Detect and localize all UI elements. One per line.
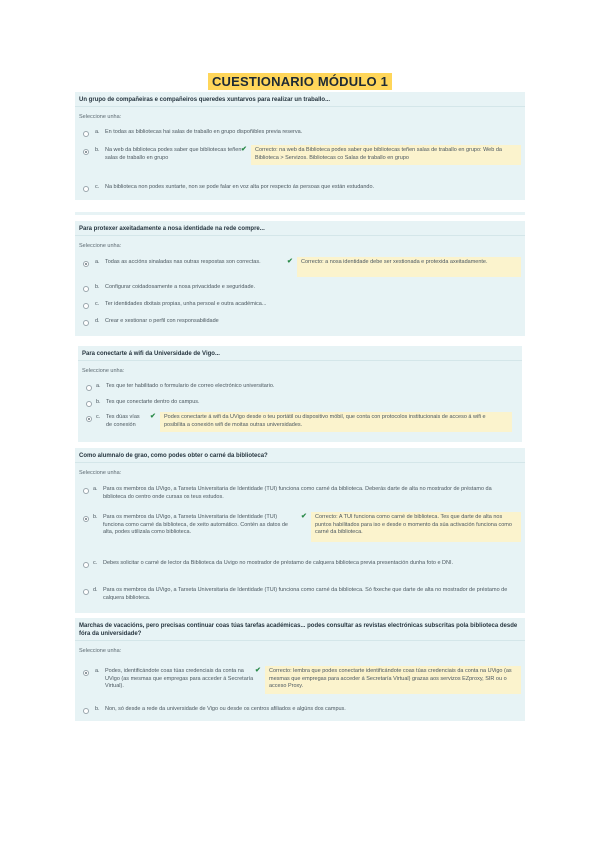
- option-d[interactable]: d. Crear e xestionar o perfil con responsabilidade: [75, 318, 525, 328]
- option-text: Na web da biblioteca podes saber que bibliotecas teñen salas de traballo en grupo: [105, 147, 242, 161]
- select-one-label: Seleccione unha:: [82, 368, 125, 374]
- question-text: Para conectarte á wifi da Universidade de Vigo...: [78, 346, 522, 361]
- question-text: Para protexer axeitadamente a nosa identidade na rede compre...: [75, 221, 525, 236]
- option-text: Ter identidades dixitais propias, unha persoal e outra académica...: [105, 301, 267, 307]
- option-b[interactable]: b. Para os membros da UVigo, a Tarxeta Universitaria de Identidade (TUI) funciona como carné da biblioteca, de xeito automático. Contén as datos de alta, podes utilizala como biblioteca. ✔ Correcto: A TUI funciona como carné de biblioteca. Tes que darte de alta nos puntos habilitados para iso e desde o momento da súa activación funciona como carné da biblioteca.: [75, 514, 525, 552]
- radio-button[interactable]: [86, 401, 92, 407]
- select-one-label: Seleccione unha:: [79, 470, 122, 476]
- feedback-box: Correcto: lembra que podes conectarte identificándote coas túas credenciais da conta na UVigo (as mesmas que empregas para acceder á Secretaría Virtual) grazas aos servizos EZproxy, SIR ou o acceso Proxy.: [265, 666, 521, 694]
- radio-button-selected[interactable]: [83, 670, 89, 676]
- option-a[interactable]: a. Podes, identificándote coas túas credenciais da conta na UVigo (as mesmas que empregas para acceder á Secretaría Virtual). ✔ Correcto: lembra que podes conectarte identificándote coas túas credenciais da conta na UVigo (as mesmas que empregas para acceder á Secretaría Virtual) grazas aos servizos EZproxy, SIR ou o acceso Proxy.: [75, 668, 525, 694]
- select-one-label: Seleccione unha:: [79, 114, 122, 120]
- radio-button[interactable]: [83, 186, 89, 192]
- check-icon: ✔: [150, 413, 156, 420]
- option-text: Para os membros da UVigo, a Tarxeta Universitaria de Identidade (TUI) funciona como carné da biblioteca. Deberás darte de alta no mostrador de préstamo da biblioteca do centro onde cursas os teus estudos.: [103, 486, 492, 500]
- radio-button[interactable]: [83, 708, 89, 714]
- select-one-label: Seleccione unha:: [79, 243, 122, 249]
- radio-button[interactable]: [86, 385, 92, 391]
- feedback-box: Correcto: A TUI funciona como carné de biblioteca. Tes que darte de alta nos puntos habilitados para iso e desde o momento da súa activación funciona como carné da biblioteca.: [311, 512, 521, 542]
- question-card-3: [78, 346, 522, 442]
- divider-strip: [75, 212, 525, 215]
- option-text: Non, só desde a rede da universidade de Vigo ou desde os centros afiliados e algúns dos campus.: [105, 706, 346, 712]
- option-text: Tes que conectarte dentro do campus.: [106, 399, 200, 405]
- option-text: Podes, identificándote coas túas credenciais da conta na UVigo (as mesmas que empregas para acceder á Secretaría Virtual).: [105, 668, 254, 689]
- check-icon: ✔: [255, 667, 261, 674]
- option-text: Configurar coidadosamente a nosa privacidade e seguridade.: [105, 284, 256, 290]
- radio-button[interactable]: [83, 562, 89, 568]
- option-text: Na biblioteca non podes xuntarte, non se pode falar en voz alta por respecto ás persoas que están estudando.: [105, 184, 375, 190]
- question-card-4: [75, 448, 525, 613]
- option-text: Tes que ter habilitado o formulario de correo electrónico universitario.: [106, 383, 275, 389]
- option-a[interactable]: a. En todas as bibliotecas hai salas de traballo en grupo dispoñibles previa reserva.: [75, 129, 525, 139]
- option-c[interactable]: c. Ter identidades dixitais propias, unha persoal e outra académica...: [75, 301, 525, 311]
- radio-button[interactable]: [83, 286, 89, 292]
- option-text: Debes solicitar o carné de lector da Biblioteca da Uvigo no mostrador de préstamo de calquera biblioteca previa presentación dunha foto e DNI.: [103, 560, 454, 566]
- feedback-box: Correcto: na web da Biblioteca podes saber que bibliotecas teñen salas de traballo en grupo: Web da Biblioteca > Servizos. Bibliotecas co Salas de traballo en grupo: [251, 145, 521, 165]
- option-text: Tes dúas vías de conexión: [106, 414, 140, 428]
- select-one-label: Seleccione unha:: [79, 648, 122, 654]
- question-card-1: [75, 92, 525, 200]
- page-title: [0, 73, 600, 91]
- check-icon: ✔: [241, 146, 247, 153]
- option-c[interactable]: c. Tes dúas vías de conexión ✔ Podes conectarte á wifi da UVigo desde o teu portátil ou dispositivo móbil, que conta con protocolos institucionais de acceso á wifi e posibilita a conexión wifi de moitas outras universidades.: [78, 414, 522, 436]
- question-text: Un grupo de compañeiras e compañeiros queredes xuntarvos para realizar un traballo...: [75, 92, 525, 107]
- radio-button-selected[interactable]: [86, 416, 92, 422]
- option-text: Para os membros da UVigo, a Tarxeta Universitaria de Identidade (TUI) funciona como carné da biblioteca. Só fixeche que darte de alta no mostrador de préstamo de calquera biblioteca.: [103, 587, 508, 601]
- option-b[interactable]: b. Non, só desde a rede da universidade de Vigo ou desde os centros afiliados e algúns dos campus.: [75, 706, 525, 716]
- question-text: Marchas de vacacións, pero precisas continuar coas túas tarefas académicas... podes consultar as revistas electrónicas subscritas pola biblioteca desde fóra da universidade?: [75, 618, 525, 641]
- radio-button-selected[interactable]: [83, 261, 89, 267]
- check-icon: ✔: [287, 258, 293, 265]
- option-b[interactable]: b. Na web da biblioteca podes saber que bibliotecas teñen salas de traballo en grupo ✔ Correcto: na web da Biblioteca podes saber que bibliotecas teñen salas de traballo en grupo: Web da Biblioteca > Servizos. Bibliotecas co Salas de traballo en grupo: [75, 147, 525, 171]
- option-c[interactable]: c. Na biblioteca non podes xuntarte, non se pode falar en voz alta por respecto ás persoas que están estudando.: [75, 184, 525, 194]
- option-text: Para os membros da UVigo, a Tarxeta Universitaria de Identidade (TUI) funciona como carné da biblioteca, de xeito automático. Contén as datos de alta, podes utilizala como biblioteca.: [103, 514, 288, 535]
- radio-button-selected[interactable]: [83, 149, 89, 155]
- option-text: Todas as accións sinaladas nas outras respostas son correctas.: [105, 259, 261, 265]
- option-a[interactable]: a. Para os membros da UVigo, a Tarxeta Universitaria de Identidade (TUI) funciona como carné da biblioteca. Deberás darte de alta no mostrador de préstamo da biblioteca do centro onde cursas os teus estudos.: [75, 486, 525, 504]
- option-b[interactable]: b. Configurar coidadosamente a nosa privacidade e seguridade.: [75, 284, 525, 294]
- check-icon: ✔: [301, 513, 307, 520]
- radio-button[interactable]: [83, 320, 89, 326]
- option-c[interactable]: c. Debes solicitar o carné de lector da Biblioteca da Uvigo no mostrador de préstamo de calquera biblioteca previa presentación dunha foto e DNI.: [75, 560, 525, 578]
- radio-button[interactable]: [83, 303, 89, 309]
- radio-button[interactable]: [83, 589, 89, 595]
- question-card-5: [75, 618, 525, 721]
- question-text: Como alumna/o de grao, como podes obter o carné da biblioteca?: [75, 448, 525, 463]
- question-card-2: [75, 221, 525, 336]
- option-text: Crear e xestionar o perfil con responsabilidade: [105, 318, 219, 324]
- option-text: En todas as bibliotecas hai salas de traballo en grupo dispoñibles previa reserva.: [105, 129, 303, 135]
- radio-button[interactable]: [83, 488, 89, 494]
- option-b[interactable]: b. Tes que conectarte dentro do campus.: [78, 399, 522, 409]
- option-a[interactable]: a. Todas as accións sinaladas nas outras respostas son correctas. ✔ Correcto: a nosa identidade debe ser xestionada e protexida axeitadamente.: [75, 259, 525, 279]
- radio-button-selected[interactable]: [83, 516, 89, 522]
- option-d[interactable]: d. Para os membros da UVigo, a Tarxeta Universitaria de Identidade (TUI) funciona como carné da biblioteca. Só fixeche que darte de alta no mostrador de préstamo de calquera biblioteca.: [75, 587, 525, 605]
- radio-button[interactable]: [83, 131, 89, 137]
- feedback-box: Podes conectarte á wifi da UVigo desde o teu portátil ou dispositivo móbil, que conta con protocolos institucionais de acceso á wifi e posibilita a conexión wifi de moitas outras universidades.: [160, 412, 512, 432]
- option-a[interactable]: a. Tes que ter habilitado o formulario de correo electrónico universitario.: [78, 383, 522, 393]
- feedback-box: Correcto: a nosa identidade debe ser xestionada e protexida axeitadamente.: [297, 257, 521, 277]
- title-text: CUESTIONARIO MÓDULO 1: [208, 73, 392, 90]
